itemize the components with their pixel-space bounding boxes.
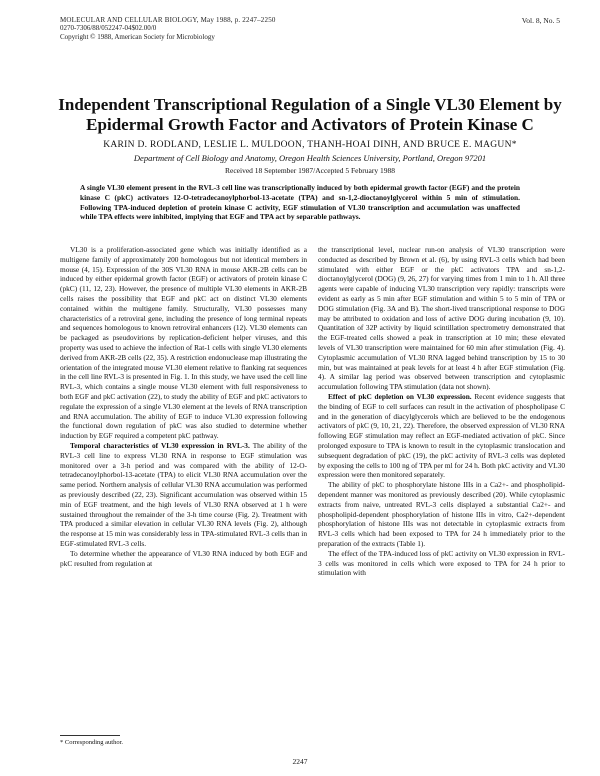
footnote-divider: [60, 735, 120, 736]
left-paragraph-2-text: The ability of the RVL-3 cell line to express VL30 RNA in response to EGF stimulation was monitored over a 3-h period and was compared with the ability of 12-O-tetradecanoylphorbol-13-acetate (TPA) to elicit VL30 RNA accumulation over the same period. Northern analysis of cellular VL30 RNA accumulation was performed as previously described (22, 23). Significant accumulation was observed within 15 min of EGF treatment, and the high levels of VL30 RNA observed at 1 h were sustained throughout the remainder of the 3-h time course (Fig. 2). Treatment with TPA produced a similar elevation in cellular VL30 RNA levels (Fig. 2), although the response at 15 min was considerably less in TPA-stimulated RVL-3 cells than in EGF-stimulated RVL-3 cells.: [60, 440, 307, 548]
right-paragraph-4: The effect of the TPA-induced loss of pkC activity on VL30 expression in RVL-3 cells was monitored in cells which were exposed to TPA for 24 h prior to stimulation with: [318, 548, 565, 578]
right-paragraph-2: [318, 392, 565, 480]
right-paragraph-3: The ability of pkC to phosphorylate histone IIIs in a Ca2+- and phospholipid-dependent manner was monitored as previously described (20). While cytoplasmic extracts from naive, untreated RVL-3 cells displayed a substantial Ca2+- and phospholipid-dependent phosphorylation of histone IIIs in vitro, Ca2+-dependent phosphorylation of histone IIIs was not detectable in cytoplasmic extracts from RVL-3 cells which had been exposed to TPA for 24 h immediately prior to the preparation of the extracts (Table 1).: [318, 480, 565, 548]
corresponding-author-footnote: * Corresponding author.: [60, 739, 124, 746]
page-number: 2247: [292, 757, 308, 766]
abstract: A single VL30 element present in the RVL-3 cell line was transcriptionally induced by both epidermal growth factor (EGF) and the protein kinase C (pkC) activators 12-O-tetradecanoylphorbol-13-acetate (TPA) and sn-1,2-dioctanoylglycerol within 5 min of stimulation. Following TPA-induced depletion of protein kinase C activity, EGF stimulation of VL30 transcription and accumulation was unaffected while TPA effects were inhibited, implying that EGF and TPA act by separable pathways.: [80, 183, 520, 222]
section-heading-pkc-depletion: Effect of pkC depletion on VL30 expression.: [328, 391, 472, 401]
received-dates: Received 18 September 1987/Accepted 5 February 1988: [225, 166, 395, 175]
right-paragraph-2-text: Recent evidence suggests that the binding of EGF to cell surfaces can result in the activation of phospholipase C and in the generation of diacylglycerols which are believed to be the endogenous activators of pkC (9, 10, 21, 22). Therefore, the observed expression of VL30 RNA following EGF stimulation may reflect an EGF-mediated activation of pkC. Since prolonged exposure to TPA is known to result in the cytoplasmic translocation and subsequent degradation of pkC (19), the pkC activity of RVL-3 cells was depleted by exposing the cells to 100 ng of TPA per ml for 24 h. Both pkC activity and VL30 expression were then monitored separately.: [318, 391, 565, 480]
left-column: [60, 245, 307, 568]
paper-title: Independent Transcriptional Regulation of a Single VL30 Element by Epidermal Growth Factor and Activators of Protein Kinase C: [58, 95, 562, 134]
copyright-line: Copyright © 1988, American Society for Microbiology: [60, 32, 215, 41]
right-column: [318, 245, 565, 578]
issn-line: 0270-7306/88/052247-04$02.00/0: [60, 24, 157, 33]
journal-citation: MOLECULAR AND CELLULAR BIOLOGY, May 1988, p. 2247–2250: [60, 16, 276, 24]
section-heading-temporal: Temporal characteristics of VL30 expression in RVL-3.: [70, 440, 250, 450]
left-paragraph-2: [60, 441, 307, 549]
left-paragraph-1: VL30 is a proliferation-associated gene which was initially identified as a multigene family of approximately 200 homologous but not identical members in mouse (4, 15). Expression of the 30S VL30 RNA in mouse AKR-2B cells can be induced by either epidermal growth factor (EGF) or activators of protein kinase C (pkC) (11, 12, 23). However, the presence of multiple VL30 elements in AKR-2B cells raises the possibility that EGF and pkC act on distinct VL30 elements contained within the multigene family. Structurally, VL30 possesses many characteristics of a retroviral gene, including the presence of long terminal repeats and sequences homologous to known retroviral enhancers (12). VL30 elements can be packaged as pseudovirions by replication-deficient helper viruses, and this property was used to achieve the infection of Rat-1 cells with single VL30 elements derived from AKR-2B cells (22, 35). A restriction endonuclease map illustrating the orientation of the integrated mouse VL30 element relative to flanking rat sequences in the cell line RVL-3 is presented in Fig. 1. In this study, we have used the cell line RVL-3, which contains a single mouse VL30 element with full responsiveness to both EGF and pkC activation (22), to study the ability of EGF and pkC activators to regulate the expression of a single VL30 element at the levels of RNA transcription and RNA accumulation. The ability of EGF to induce VL30 expression following the functional down regulation of pkC was also studied to determine whether induction by EGF required a competent pkC pathway.: [60, 245, 307, 441]
left-paragraph-3: To determine whether the appearance of VL30 RNA induced by both EGF and pkC resulted from regulation at: [60, 548, 307, 568]
right-paragraph-1: the transcriptional level, nuclear run-on analysis of VL30 transcription were conducted as described by Brown et al. (6), by using RVL-3 cells which had been stimulated with either EGF or the pkC activators TPA and sn-1,2-dioctanoylglycerol (DOG) (9, 26, 27) for varying times from 1 min to 1 h. All three agents were capable of inducing VL30 transcription very rapidly: transcripts were evident as early as 5 min after EGF stimulation and within 5 to 5 min of TPA or DOG stimulation (Fig. 3A and B). The short-lived transcriptional response to DOG may be attributed to oxidation and loss of active DOG during incubation (9, 10). Quantitation of 32P activity by liquid scintillation spectrometry demonstrated that the EGF-treated cells showed a peak in transcription at 10 min; these elevated levels of VL30 transcription were maintained for 60 min after stimulation (Fig. 4). Cytoplasmic accumulation of VL30 RNA lagged behind transcription by 15 to 30 min, but was maintained at peak levels for at least 4 h after EGF stimulation (Fig. 4). A similar lag period was observed between transcription and cytoplasmic accumulation following TPA stimulation (data not shown).: [318, 245, 565, 392]
journal-header: [60, 16, 390, 41]
author-list: KARIN D. RODLAND, LESLIE L. MULDOON, THANH-HOAI DINH, AND BRUCE E. MAGUN*: [103, 140, 517, 150]
affiliation: Department of Cell Biology and Anatomy, Oregon Health Sciences University, Portland, Oregon 97201: [133, 153, 487, 163]
volume-info: Vol. 8, No. 5: [521, 16, 560, 25]
